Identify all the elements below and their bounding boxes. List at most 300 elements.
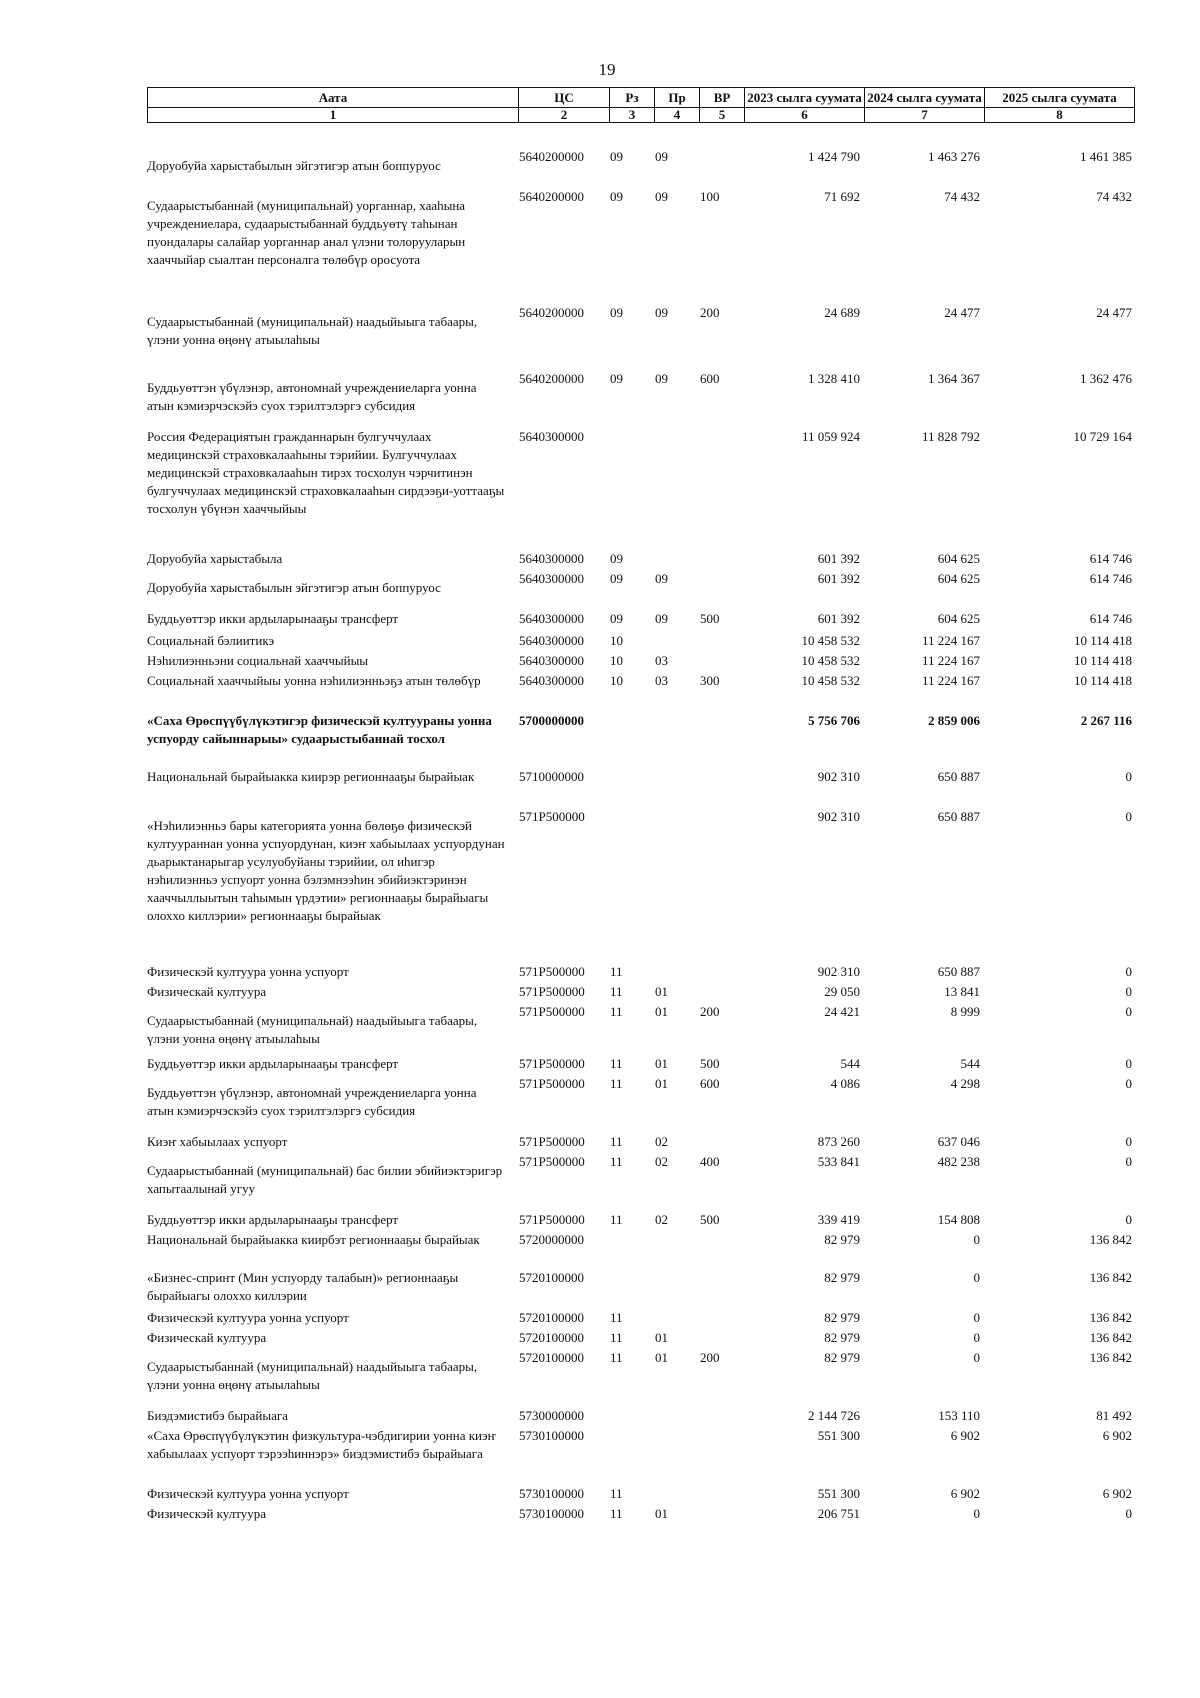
row-amount-2025: 2 267 116 xyxy=(1080,713,1132,728)
row-pr-code xyxy=(654,768,699,808)
table-row xyxy=(147,1133,1134,1153)
row-amount-2025: 10 729 164 xyxy=(1073,429,1132,444)
row-vr-code: 600 xyxy=(700,371,720,386)
row-cs-code: 5730100000 xyxy=(519,1506,584,1521)
col-header-2025: 2025 сылга суумата xyxy=(985,88,1135,108)
row-amount-2024: 11 224 167 xyxy=(921,633,980,648)
row-pr-code xyxy=(654,1407,699,1427)
row-vr-code xyxy=(699,1309,744,1329)
row-amount-2024: 4 298 xyxy=(950,1076,980,1091)
row-amount-2023: 339 419 xyxy=(817,1212,860,1227)
row-amount-2023: 601 392 xyxy=(817,551,860,566)
row-pr-code: 01 xyxy=(655,1056,668,1071)
row-name: Буддьуөттэн үбүлэнэр, автономнай учреждениеларга уонна атын кэмиэрчэскэйэ суох тэрилтэлэргэ субсидия xyxy=(147,1085,477,1118)
row-amount-2025: 10 114 418 xyxy=(1073,653,1132,668)
row-amount-2023: 4 086 xyxy=(830,1076,860,1091)
row-amount-2025: 1 461 385 xyxy=(1080,149,1132,164)
row-rz-code: 09 xyxy=(610,371,623,386)
row-rz-code: 11 xyxy=(610,1310,623,1325)
row-amount-2023: 5 756 706 xyxy=(808,713,860,728)
table-row xyxy=(147,1309,1134,1329)
row-amount-2024: 154 808 xyxy=(937,1212,980,1227)
row-rz-code xyxy=(609,1407,654,1427)
row-vr-code xyxy=(699,1231,744,1269)
row-amount-2024: 2 859 006 xyxy=(928,713,980,728)
row-pr-code: 09 xyxy=(655,305,668,320)
row-pr-code: 01 xyxy=(655,1350,668,1365)
row-amount-2023: 24 689 xyxy=(824,305,860,320)
row-name: Биэдэмистибэ бырайыага xyxy=(147,1408,288,1423)
table-row xyxy=(147,1505,1134,1525)
row-rz-code: 11 xyxy=(610,1076,623,1091)
row-amount-2023: 1 328 410 xyxy=(808,371,860,386)
row-amount-2025: 136 842 xyxy=(1089,1270,1132,1285)
row-vr-code xyxy=(699,570,744,610)
row-vr-code: 500 xyxy=(700,1212,720,1227)
row-amount-2025: 614 746 xyxy=(1089,551,1132,566)
table-row xyxy=(147,1427,1134,1485)
row-name: Судаарыстыбаннай (муниципальнай) наадыйыыга табаары, үлэни уонна өңөнү атыылаһыы xyxy=(147,1359,478,1392)
row-amount-2023: 10 458 532 xyxy=(801,673,860,688)
row-pr-code xyxy=(654,632,699,652)
row-amount-2025: 614 746 xyxy=(1089,571,1132,586)
table-row xyxy=(147,428,1134,550)
row-name: Физическэй култуура уонна успуорт xyxy=(147,964,349,979)
row-pr-code xyxy=(654,963,699,983)
row-amount-2025: 0 xyxy=(1125,984,1132,999)
row-name: Буддьуөттэр икки ардыларынааҕы трансферт xyxy=(147,1212,399,1227)
row-vr-code: 200 xyxy=(700,1004,720,1019)
row-vr-code xyxy=(699,712,744,768)
row-rz-code xyxy=(609,768,654,808)
row-name: Доруобуйа харыстабыла xyxy=(147,551,283,566)
row-amount-2024: 0 xyxy=(973,1350,980,1365)
row-amount-2024: 604 625 xyxy=(937,551,980,566)
row-cs-code: 571P500000 xyxy=(519,1154,585,1169)
row-amount-2024: 11 224 167 xyxy=(921,673,980,688)
row-amount-2024: 153 110 xyxy=(938,1408,980,1423)
row-pr-code xyxy=(654,428,699,550)
row-vr-code xyxy=(699,652,744,672)
row-cs-code: 5640200000 xyxy=(519,189,584,204)
row-amount-2023: 601 392 xyxy=(817,611,860,626)
row-amount-2025: 10 114 418 xyxy=(1073,633,1132,648)
row-rz-code: 11 xyxy=(610,1056,623,1071)
row-amount-2024: 0 xyxy=(973,1232,980,1247)
row-amount-2025: 0 xyxy=(1125,1056,1132,1071)
table-row xyxy=(147,1231,1134,1269)
row-cs-code: 571P500000 xyxy=(519,1056,585,1071)
row-rz-code: 11 xyxy=(610,1134,623,1149)
row-rz-code: 11 xyxy=(610,984,623,999)
row-name: Социальнай хааччыйыы уонна нэһилиэнньэҕэ атын төлөбүр xyxy=(147,673,481,688)
row-vr-code: 500 xyxy=(700,1056,720,1071)
table-row xyxy=(147,1055,1134,1075)
row-vr-code xyxy=(699,1329,744,1349)
row-name: Судаарыстыбаннай (муниципальнай) бас билии эбийиэктэригэр хапытаалынай угуу xyxy=(147,1163,503,1196)
row-cs-code: 5640200000 xyxy=(519,371,584,386)
table-row xyxy=(147,652,1134,672)
row-name: Доруобуйа харыстабылын эйгэтигэр атын боппуруос xyxy=(147,580,441,595)
row-amount-2023: 601 392 xyxy=(817,571,860,586)
row-rz-code: 11 xyxy=(610,1330,623,1345)
row-cs-code: 5640300000 xyxy=(519,429,584,444)
table-row xyxy=(147,1003,1134,1055)
table-row xyxy=(147,1269,1134,1309)
row-pr-code: 09 xyxy=(655,149,668,164)
row-amount-2024: 650 887 xyxy=(937,769,980,784)
col-number: 2 xyxy=(519,108,610,123)
table-row xyxy=(147,983,1134,1003)
row-rz-code xyxy=(609,712,654,768)
row-amount-2024: 6 902 xyxy=(950,1486,980,1501)
row-amount-2024: 482 238 xyxy=(937,1154,980,1169)
row-name: «Саха Өрөспүүбүлүкэтигэр физическэй култуураны уонна успуорду сайыннарыы» судаарыстыбаннай тосхол xyxy=(147,713,492,746)
row-cs-code: 571P500000 xyxy=(519,984,585,999)
row-vr-code xyxy=(699,1407,744,1427)
row-amount-2025: 0 xyxy=(1125,964,1132,979)
col-number: 8 xyxy=(985,108,1135,123)
row-amount-2025: 24 477 xyxy=(1096,305,1132,320)
row-name: Физическай култуура xyxy=(147,984,267,999)
row-amount-2025: 6 902 xyxy=(1102,1428,1132,1443)
row-vr-code xyxy=(699,1427,744,1485)
table-row xyxy=(147,808,1134,963)
row-rz-code: 11 xyxy=(610,964,623,979)
col-number: 5 xyxy=(700,108,745,123)
row-rz-code xyxy=(609,1427,654,1485)
row-name: Судаарыстыбаннай (муниципальнай) уорганнар, хааһына учреждениелара, судаарыстыбаннай буддьуөтү таһынан пуондалары салайар уорганнар анал үлэни толорууларын хааччыйар сыалтан персоналга төлөбүр оросуота xyxy=(147,198,466,267)
row-pr-code xyxy=(654,1309,699,1329)
row-rz-code: 10 xyxy=(610,633,623,648)
row-pr-code xyxy=(654,1485,699,1505)
row-amount-2025: 81 492 xyxy=(1096,1408,1132,1423)
row-amount-2023: 82 979 xyxy=(824,1350,860,1365)
row-amount-2024: 0 xyxy=(973,1270,980,1285)
table-row xyxy=(147,570,1134,610)
row-vr-code xyxy=(699,1269,744,1309)
row-cs-code: 5720100000 xyxy=(519,1350,584,1365)
row-rz-code: 11 xyxy=(610,1154,623,1169)
row-name: Физическэй култуура уонна успуорт xyxy=(147,1310,349,1325)
row-amount-2024: 11 224 167 xyxy=(921,653,980,668)
row-name: «Бизнес-спринт (Мин успуорду талабын)» регионнааҕы бырайыагы олоххо киллэрии xyxy=(147,1270,459,1303)
row-amount-2023: 544 xyxy=(840,1056,860,1071)
row-amount-2025: 6 902 xyxy=(1102,1486,1132,1501)
row-amount-2025: 0 xyxy=(1125,1212,1132,1227)
row-vr-code xyxy=(699,632,744,652)
budget-table-body xyxy=(147,148,1134,1525)
row-pr-code: 03 xyxy=(655,653,668,668)
row-amount-2025: 136 842 xyxy=(1089,1350,1132,1365)
col-header-2024: 2024 сылга суумата xyxy=(865,88,985,108)
col-number: 3 xyxy=(610,108,655,123)
row-amount-2024: 6 902 xyxy=(950,1428,980,1443)
row-rz-code xyxy=(609,808,654,963)
col-header-pr: Пр xyxy=(655,88,700,108)
row-vr-code: 200 xyxy=(700,1350,720,1365)
row-pr-code: 01 xyxy=(655,1330,668,1345)
row-vr-code xyxy=(699,963,744,983)
row-amount-2023: 902 310 xyxy=(817,769,860,784)
row-vr-code xyxy=(699,148,744,188)
row-name: Киэҥ хабыылаах успуорт xyxy=(147,1134,288,1149)
row-amount-2024: 604 625 xyxy=(937,611,980,626)
row-amount-2023: 11 059 924 xyxy=(801,429,860,444)
row-pr-code xyxy=(654,1231,699,1269)
col-header-cs: ЦС xyxy=(519,88,610,108)
row-name: Социальнай бэлиитикэ xyxy=(147,633,275,648)
row-rz-code: 09 xyxy=(610,149,623,164)
table-row xyxy=(147,148,1134,188)
row-amount-2024: 8 999 xyxy=(950,1004,980,1019)
row-amount-2023: 71 692 xyxy=(824,189,860,204)
row-pr-code xyxy=(654,1427,699,1485)
row-cs-code: 5730100000 xyxy=(519,1486,584,1501)
table-row xyxy=(147,632,1134,652)
row-amount-2025: 0 xyxy=(1125,1134,1132,1149)
table-row xyxy=(147,672,1134,712)
row-rz-code: 10 xyxy=(610,653,623,668)
row-vr-code: 500 xyxy=(700,611,720,626)
row-vr-code xyxy=(699,1133,744,1153)
row-amount-2024: 637 046 xyxy=(937,1134,980,1149)
row-amount-2024: 650 887 xyxy=(937,964,980,979)
header-row xyxy=(148,88,1135,108)
row-name: Национальнай бырайыакка киирбэт регионнааҕы бырайыак xyxy=(147,1232,480,1247)
col-header-rz: Рз xyxy=(610,88,655,108)
row-rz-code: 09 xyxy=(610,571,623,586)
row-vr-code xyxy=(699,983,744,1003)
row-amount-2023: 2 144 726 xyxy=(808,1408,860,1423)
row-amount-2024: 1 364 367 xyxy=(928,371,980,386)
col-number: 7 xyxy=(865,108,985,123)
row-name: Доруобуйа харыстабылын эйгэтигэр атын боппуруос xyxy=(147,158,441,173)
row-pr-code xyxy=(654,712,699,768)
row-amount-2023: 82 979 xyxy=(824,1310,860,1325)
row-pr-code: 02 xyxy=(655,1134,668,1149)
table-row xyxy=(147,610,1134,632)
row-amount-2023: 551 300 xyxy=(817,1486,860,1501)
row-rz-code xyxy=(609,1231,654,1269)
row-pr-code: 09 xyxy=(655,189,668,204)
row-amount-2023: 902 310 xyxy=(817,809,860,824)
row-amount-2024: 11 828 792 xyxy=(921,429,980,444)
row-rz-code xyxy=(609,1269,654,1309)
row-pr-code: 01 xyxy=(655,1004,668,1019)
row-name: Национальнай бырайыакка киирэр регионнааҕы бырайыак xyxy=(147,769,475,784)
row-vr-code: 400 xyxy=(700,1154,720,1169)
row-pr-code: 03 xyxy=(655,673,668,688)
row-amount-2023: 551 300 xyxy=(817,1428,860,1443)
col-header-vr: ВР xyxy=(700,88,745,108)
row-rz-code: 11 xyxy=(610,1486,623,1501)
row-cs-code: 5640300000 xyxy=(519,673,584,688)
table-row xyxy=(147,1407,1134,1427)
row-rz-code: 09 xyxy=(610,611,623,626)
row-amount-2025: 136 842 xyxy=(1089,1330,1132,1345)
table-row xyxy=(147,1329,1134,1349)
row-vr-code: 100 xyxy=(700,189,720,204)
row-name: «Саха Өрөспүүбүлүкэтин физкультура-чэбдигирии уонна киэҥ хабыылаах успуорт тэрээһиннэрэ» биэдэмистибэ бырайыага xyxy=(147,1428,496,1461)
row-amount-2023: 10 458 532 xyxy=(801,633,860,648)
row-pr-code: 09 xyxy=(655,371,668,386)
row-name: Буддьуөттэр икки ардыларынааҕы трансферт xyxy=(147,611,399,626)
row-cs-code: 5710000000 xyxy=(519,769,584,784)
row-amount-2024: 650 887 xyxy=(937,809,980,824)
col-number: 1 xyxy=(148,108,519,123)
row-amount-2024: 13 841 xyxy=(944,984,980,999)
table-row xyxy=(147,1211,1134,1231)
row-pr-code xyxy=(654,550,699,570)
row-amount-2025: 0 xyxy=(1125,1506,1132,1521)
row-vr-code xyxy=(699,428,744,550)
budget-table-header xyxy=(147,87,1135,123)
row-amount-2024: 1 463 276 xyxy=(928,149,980,164)
row-name: «Нэһилиэнньэ бары категорията уонна бөлөҕө физическэй култуураннан уонна успуордунан, киэҥ хабыылаах успуордунан дьарыктанарыгар усулуобуйаны тэрийии, ол иһигэр нэһилиэнньэ успуорт уонна бэлэмнээһин эбийиэктэринэн хааччыллыытын таһымын үрдэтии» регионнааҕы бырайыагы олоххо киллэрии» регионнааҕы бырайыак xyxy=(147,818,505,923)
row-amount-2023: 1 424 790 xyxy=(808,149,860,164)
row-vr-code: 600 xyxy=(700,1076,720,1091)
row-amount-2023: 82 979 xyxy=(824,1330,860,1345)
row-amount-2025: 0 xyxy=(1125,809,1132,824)
table-row xyxy=(147,1075,1134,1133)
row-rz-code: 11 xyxy=(610,1212,623,1227)
row-amount-2024: 0 xyxy=(973,1310,980,1325)
row-cs-code: 5640300000 xyxy=(519,653,584,668)
row-pr-code: 02 xyxy=(655,1212,668,1227)
row-rz-code: 11 xyxy=(610,1506,623,1521)
table-row xyxy=(147,1153,1134,1211)
row-cs-code: 5640200000 xyxy=(519,305,584,320)
row-vr-code xyxy=(699,1505,744,1525)
row-name: Буддьуөттэн үбүлэнэр, автономнай учреждениеларга уонна атын кэмиэрчэскэйэ суох тэрилтэлэргэ субсидия xyxy=(147,380,477,413)
row-name: Физическэй култуура уонна успуорт xyxy=(147,1486,349,1501)
col-number: 4 xyxy=(655,108,700,123)
row-amount-2025: 136 842 xyxy=(1089,1310,1132,1325)
row-amount-2024: 544 xyxy=(960,1056,980,1071)
table-row xyxy=(147,768,1134,808)
row-amount-2025: 0 xyxy=(1125,1076,1132,1091)
row-amount-2023: 82 979 xyxy=(824,1232,860,1247)
row-amount-2025: 10 114 418 xyxy=(1073,673,1132,688)
row-cs-code: 571P500000 xyxy=(519,1212,585,1227)
row-amount-2023: 24 421 xyxy=(824,1004,860,1019)
row-cs-code: 5640200000 xyxy=(519,149,584,164)
row-name: Судаарыстыбаннай (муниципальнай) наадыйыыга табаары, үлэни уонна өңөнү атыылаһыы xyxy=(147,1013,478,1046)
row-cs-code: 5730100000 xyxy=(519,1428,584,1443)
row-rz-code: 09 xyxy=(610,305,623,320)
row-pr-code xyxy=(654,1269,699,1309)
row-cs-code: 5730000000 xyxy=(519,1408,584,1423)
row-rz-code: 11 xyxy=(610,1004,623,1019)
row-rz-code: 09 xyxy=(610,551,623,566)
row-cs-code: 5720100000 xyxy=(519,1310,584,1325)
row-amount-2024: 24 477 xyxy=(944,305,980,320)
row-amount-2025: 1 362 476 xyxy=(1080,371,1132,386)
row-amount-2025: 0 xyxy=(1125,1154,1132,1169)
row-amount-2023: 10 458 532 xyxy=(801,653,860,668)
table-row xyxy=(147,304,1134,370)
row-cs-code: 5640300000 xyxy=(519,611,584,626)
table-row xyxy=(147,370,1134,428)
row-pr-code: 02 xyxy=(655,1154,668,1169)
col-header-2023: 2023 сылга суумата xyxy=(745,88,865,108)
row-cs-code: 5720100000 xyxy=(519,1330,584,1345)
row-vr-code xyxy=(699,768,744,808)
table-row xyxy=(147,1349,1134,1407)
table-row xyxy=(147,1485,1134,1505)
row-pr-code xyxy=(654,808,699,963)
row-cs-code: 5720000000 xyxy=(519,1232,584,1247)
row-amount-2025: 74 432 xyxy=(1096,189,1132,204)
row-amount-2023: 29 050 xyxy=(824,984,860,999)
row-cs-code: 571P500000 xyxy=(519,964,585,979)
row-amount-2025: 136 842 xyxy=(1089,1232,1132,1247)
row-amount-2024: 0 xyxy=(973,1330,980,1345)
row-amount-2024: 74 432 xyxy=(944,189,980,204)
row-pr-code: 09 xyxy=(655,611,668,626)
row-amount-2025: 0 xyxy=(1125,769,1132,784)
row-name: Россия Федерациятын гражданнарын булгуччулаах медицинскэй страховкалааһыны тэрийии. Булгуччулаах медицинскэй страховкалааһын тирэх тосхолун чэрчитинэн булгуччулаах медицинскэй страховкалааһын сирдээҕи-уоттааҕы тосхолун үбүнэн хааччыйыы xyxy=(147,429,505,516)
row-cs-code: 5640300000 xyxy=(519,633,584,648)
row-cs-code: 571P500000 xyxy=(519,1004,585,1019)
row-amount-2025: 0 xyxy=(1125,1004,1132,1019)
row-rz-code: 10 xyxy=(610,673,623,688)
row-cs-code: 571P500000 xyxy=(519,1076,585,1091)
header-number-row xyxy=(148,108,1135,123)
row-rz-code xyxy=(609,428,654,550)
table-row xyxy=(147,188,1134,304)
row-pr-code: 01 xyxy=(655,1506,668,1521)
table-row xyxy=(147,712,1134,768)
row-cs-code: 571P500000 xyxy=(519,1134,585,1149)
row-name: Физическай култуура xyxy=(147,1330,267,1345)
row-cs-code: 571P500000 xyxy=(519,809,585,824)
row-cs-code: 5640300000 xyxy=(519,551,584,566)
row-amount-2023: 206 751 xyxy=(817,1506,860,1521)
col-number: 6 xyxy=(745,108,865,123)
row-pr-code: 01 xyxy=(655,984,668,999)
table-row xyxy=(147,550,1134,570)
row-amount-2024: 0 xyxy=(973,1506,980,1521)
row-vr-code xyxy=(699,808,744,963)
row-pr-code: 01 xyxy=(655,1076,668,1091)
row-pr-code: 09 xyxy=(655,571,668,586)
col-header-name: Аата xyxy=(148,88,519,108)
row-name: Физическэй култуура xyxy=(147,1506,266,1521)
row-amount-2023: 873 260 xyxy=(817,1134,860,1149)
row-amount-2024: 604 625 xyxy=(937,571,980,586)
row-name: Буддьуөттэр икки ардыларынааҕы трансферт xyxy=(147,1056,399,1071)
row-name: Нэһилиэнньэни социальнай хааччыйыы xyxy=(147,653,369,668)
row-vr-code xyxy=(699,550,744,570)
row-cs-code: 5640300000 xyxy=(519,571,584,586)
row-vr-code: 300 xyxy=(700,673,720,688)
row-name: Судаарыстыбаннай (муниципальнай) наадыйыыга табаары, үлэни уонна өңөнү атыылаһыы xyxy=(147,314,478,347)
row-vr-code: 200 xyxy=(700,305,720,320)
row-vr-code xyxy=(699,1485,744,1505)
row-amount-2023: 82 979 xyxy=(824,1270,860,1285)
row-cs-code: 5700000000 xyxy=(519,713,584,728)
row-amount-2023: 533 841 xyxy=(817,1154,860,1169)
row-rz-code: 11 xyxy=(610,1350,623,1365)
row-amount-2023: 902 310 xyxy=(817,964,860,979)
page-number: 19 xyxy=(598,60,616,79)
row-cs-code: 5720100000 xyxy=(519,1270,584,1285)
row-rz-code: 09 xyxy=(610,189,623,204)
table-row xyxy=(147,963,1134,983)
row-amount-2025: 614 746 xyxy=(1089,611,1132,626)
